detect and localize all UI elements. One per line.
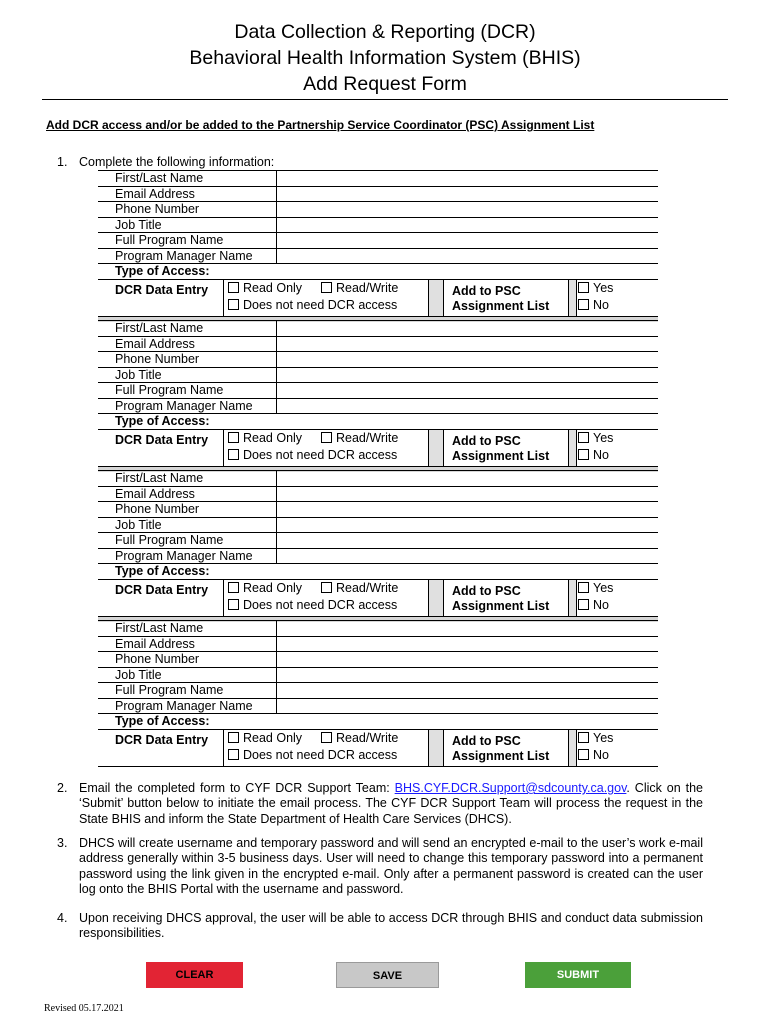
- psc-label-line-2: Assignment List: [452, 298, 550, 313]
- psc-no-option[interactable]: [578, 598, 609, 613]
- email-row: [98, 336, 658, 352]
- submit-button[interactable]: SUBMIT: [525, 962, 631, 988]
- access-type-row: [98, 413, 658, 429]
- psc-no-checkbox[interactable]: [578, 749, 589, 760]
- no-access-option[interactable]: [228, 748, 397, 763]
- name-field[interactable]: [276, 621, 658, 636]
- read-only-checkbox[interactable]: [228, 432, 239, 443]
- read-write-option[interactable]: [321, 431, 398, 446]
- title-divider: [42, 99, 728, 100]
- access-options: [223, 430, 429, 466]
- email-label: Email Address: [115, 186, 195, 201]
- access-options: [223, 580, 429, 616]
- manager-name-field[interactable]: [276, 549, 658, 564]
- psc-label-line-2: Assignment List: [452, 748, 550, 763]
- manager-name-label: Program Manager Name: [115, 548, 253, 563]
- no-access-checkbox[interactable]: [228, 299, 239, 310]
- access-row: [98, 429, 658, 467]
- form-subheading: Add DCR access and/or be added to the Partnership Service Coordinator (PSC) Assignment List: [46, 118, 595, 132]
- read-only-checkbox[interactable]: [228, 582, 239, 593]
- program-row: [98, 682, 658, 698]
- clear-button[interactable]: CLEAR: [146, 962, 243, 988]
- form-title-line-3: Add Request Form: [303, 73, 467, 95]
- step-1-number: 1.: [57, 155, 68, 169]
- read-write-label: Read/Write: [336, 580, 399, 595]
- job-title-label: Job Title: [115, 517, 162, 532]
- read-write-checkbox[interactable]: [321, 732, 332, 743]
- email-field[interactable]: [276, 337, 658, 352]
- name-label: First/Last Name: [115, 471, 204, 485]
- manager-name-label: Program Manager Name: [115, 248, 253, 263]
- program-name-field[interactable]: [276, 233, 658, 248]
- phone-label: Phone Number: [115, 502, 200, 516]
- no-access-checkbox[interactable]: [228, 749, 239, 760]
- phone-row: [98, 351, 658, 367]
- email-row: [98, 636, 658, 652]
- read-only-checkbox[interactable]: [228, 282, 239, 293]
- step-3-text: DHCS will create username and temporary password and will send an encrypted e-mail to the user’s work e-mail address generally within 3-5 business days. User will need to change this temporary password into a permanent password using the link given in the encrypted e-mail. Only after a permanent password is created can the user log onto the BHIS Portal with the username and password.: [79, 836, 703, 896]
- psc-yes-checkbox[interactable]: [578, 732, 589, 743]
- psc-options: [576, 280, 658, 316]
- program-name-field[interactable]: [276, 533, 658, 548]
- psc-no-label: No: [593, 597, 609, 612]
- no-access-label: Does not need DCR access: [243, 597, 398, 612]
- job-title-field[interactable]: [276, 368, 658, 383]
- read-only-checkbox[interactable]: [228, 732, 239, 743]
- access-type-label: Type of Access:: [115, 264, 210, 278]
- program-row: [98, 232, 658, 248]
- phone-row: [98, 651, 658, 667]
- manager-row: [98, 248, 658, 264]
- job-title-field[interactable]: [276, 518, 658, 533]
- column-separator: [428, 580, 444, 616]
- access-type-row: [98, 563, 658, 579]
- revision-date: Revised 05.17.2021: [44, 1003, 124, 1014]
- email-row: [98, 186, 658, 202]
- form-title-line-1: Data Collection & Reporting (DCR): [234, 21, 536, 43]
- phone-field[interactable]: [276, 352, 658, 367]
- read-only-option[interactable]: [228, 431, 302, 446]
- psc-label-line-1: Add to PSC: [452, 283, 521, 298]
- no-access-option[interactable]: [228, 448, 397, 463]
- job-row: [98, 667, 658, 683]
- program-name-label: Full Program Name: [115, 233, 224, 247]
- manager-row: [98, 398, 658, 414]
- job-title-field[interactable]: [276, 668, 658, 683]
- manager-name-field[interactable]: [276, 249, 658, 264]
- psc-label-line-1: Add to PSC: [452, 733, 521, 748]
- access-type-label: Type of Access:: [115, 714, 210, 728]
- manager-name-field[interactable]: [276, 699, 658, 714]
- psc-no-label: No: [593, 447, 609, 462]
- no-access-option[interactable]: [228, 298, 397, 313]
- access-options: [223, 280, 429, 316]
- read-write-checkbox[interactable]: [321, 432, 332, 443]
- psc-yes-label: Yes: [593, 280, 614, 295]
- name-field[interactable]: [276, 321, 658, 336]
- name-row: [98, 170, 658, 186]
- phone-label: Phone Number: [115, 652, 200, 666]
- psc-label-line-1: Add to PSC: [452, 433, 521, 448]
- dcr-data-entry-label: DCR Data Entry: [115, 432, 209, 447]
- psc-label: [443, 430, 568, 466]
- psc-yes-checkbox[interactable]: [578, 582, 589, 593]
- step-2-text: [79, 781, 703, 827]
- name-label: First/Last Name: [115, 621, 204, 635]
- email-label: Email Address: [115, 486, 195, 501]
- no-access-checkbox[interactable]: [228, 599, 239, 610]
- job-row: [98, 517, 658, 533]
- job-title-label: Job Title: [115, 667, 162, 682]
- read-only-option[interactable]: [228, 731, 302, 746]
- read-write-checkbox[interactable]: [321, 582, 332, 593]
- psc-no-label: No: [593, 297, 609, 312]
- step-4-number: 4.: [57, 911, 68, 925]
- psc-label-line-2: Assignment List: [452, 598, 550, 613]
- manager-name-label: Program Manager Name: [115, 398, 253, 413]
- psc-yes-checkbox[interactable]: [578, 432, 589, 443]
- support-email-link[interactable]: BHS.CYF.DCR.Support@sdcounty.ca.gov: [394, 781, 627, 795]
- phone-row: [98, 201, 658, 217]
- read-write-label: Read/Write: [336, 280, 399, 295]
- read-write-option[interactable]: [321, 731, 398, 746]
- psc-label: [443, 280, 568, 316]
- step-2-number: 2.: [57, 781, 68, 795]
- program-name-field[interactable]: [276, 383, 658, 398]
- program-name-label: Full Program Name: [115, 383, 224, 397]
- psc-yes-option[interactable]: [578, 281, 613, 296]
- read-only-label: Read Only: [243, 730, 303, 745]
- job-row: [98, 217, 658, 233]
- phone-field[interactable]: [276, 202, 658, 217]
- read-write-label: Read/Write: [336, 430, 399, 445]
- psc-options: [576, 430, 658, 466]
- phone-label: Phone Number: [115, 202, 200, 216]
- psc-label: [443, 580, 568, 616]
- name-label: First/Last Name: [115, 171, 204, 185]
- access-row: [98, 279, 658, 317]
- read-write-label: Read/Write: [336, 730, 399, 745]
- step-1: [57, 155, 274, 169]
- program-row: [98, 382, 658, 398]
- access-row: [98, 579, 658, 617]
- psc-yes-label: Yes: [593, 580, 614, 595]
- access-type-label: Type of Access:: [115, 564, 210, 578]
- dcr-data-entry-label: DCR Data Entry: [115, 582, 209, 597]
- manager-name-label: Program Manager Name: [115, 698, 253, 713]
- no-access-label: Does not need DCR access: [243, 747, 398, 762]
- psc-label-line-2: Assignment List: [452, 448, 550, 463]
- email-field[interactable]: [276, 637, 658, 652]
- job-title-label: Job Title: [115, 217, 162, 232]
- manager-row: [98, 698, 658, 714]
- psc-yes-label: Yes: [593, 730, 614, 745]
- psc-label-line-1: Add to PSC: [452, 583, 521, 598]
- name-label: First/Last Name: [115, 321, 204, 335]
- program-name-field[interactable]: [276, 683, 658, 698]
- psc-yes-option[interactable]: [578, 581, 613, 596]
- access-row: [98, 729, 658, 767]
- read-write-checkbox[interactable]: [321, 282, 332, 293]
- phone-field[interactable]: [276, 502, 658, 517]
- psc-no-checkbox[interactable]: [578, 599, 589, 610]
- psc-no-checkbox[interactable]: [578, 449, 589, 460]
- name-row: [98, 620, 658, 636]
- psc-label: [443, 730, 568, 766]
- email-field[interactable]: [276, 487, 658, 502]
- psc-no-option[interactable]: [578, 448, 609, 463]
- psc-yes-option[interactable]: [578, 431, 613, 446]
- psc-no-label: No: [593, 747, 609, 762]
- program-row: [98, 532, 658, 548]
- save-button[interactable]: SAVE: [336, 962, 439, 988]
- job-title-label: Job Title: [115, 367, 162, 382]
- program-name-label: Full Program Name: [115, 533, 224, 547]
- no-access-label: Does not need DCR access: [243, 297, 398, 312]
- dcr-data-entry-label: DCR Data Entry: [115, 732, 209, 747]
- step-1-text: Complete the following information:: [79, 155, 275, 169]
- email-label: Email Address: [115, 336, 195, 351]
- column-separator: [428, 430, 444, 466]
- psc-yes-checkbox[interactable]: [578, 282, 589, 293]
- psc-no-checkbox[interactable]: [578, 299, 589, 310]
- manager-row: [98, 548, 658, 564]
- name-field[interactable]: [276, 171, 658, 186]
- psc-options: [576, 580, 658, 616]
- phone-row: [98, 501, 658, 517]
- read-only-label: Read Only: [243, 280, 303, 295]
- name-row: [98, 320, 658, 336]
- read-write-option[interactable]: [321, 581, 398, 596]
- phone-field[interactable]: [276, 652, 658, 667]
- read-only-option[interactable]: [228, 581, 302, 596]
- no-access-option[interactable]: [228, 598, 397, 613]
- read-only-label: Read Only: [243, 580, 303, 595]
- column-separator: [428, 730, 444, 766]
- column-separator: [428, 280, 444, 316]
- psc-yes-label: Yes: [593, 430, 614, 445]
- phone-label: Phone Number: [115, 352, 200, 366]
- program-name-label: Full Program Name: [115, 683, 224, 697]
- psc-options: [576, 730, 658, 766]
- manager-name-field[interactable]: [276, 399, 658, 414]
- email-field[interactable]: [276, 187, 658, 202]
- step-2-text-start: Email the completed form to CYF DCR Support Team:: [79, 781, 395, 795]
- no-access-label: Does not need DCR access: [243, 447, 398, 462]
- no-access-checkbox[interactable]: [228, 449, 239, 460]
- name-field[interactable]: [276, 471, 658, 486]
- psc-no-option[interactable]: [578, 748, 609, 763]
- read-only-label: Read Only: [243, 430, 303, 445]
- step-2-text-end: . Click on the ‘Submit’ button below to initiate the email process. The CYF DCR Support Team will process the request in the State BHIS and inform the State Department of Health Care Services (DHCS).: [79, 781, 703, 826]
- access-type-row: [98, 713, 658, 729]
- job-title-field[interactable]: [276, 218, 658, 233]
- email-row: [98, 486, 658, 502]
- step-4-text: Upon receiving DHCS approval, the user will be able to access DCR through BHIS and conduct data submission responsibilities.: [79, 911, 703, 941]
- email-label: Email Address: [115, 636, 195, 651]
- read-write-option[interactable]: [321, 281, 398, 296]
- psc-yes-option[interactable]: [578, 731, 613, 746]
- name-row: [98, 470, 658, 486]
- form-title-line-2: Behavioral Health Information System (BHIS): [189, 47, 581, 69]
- step-3-number: 3.: [57, 836, 68, 850]
- job-row: [98, 367, 658, 383]
- access-options: [223, 730, 429, 766]
- dcr-data-entry-label: DCR Data Entry: [115, 282, 209, 297]
- read-only-option[interactable]: [228, 281, 302, 296]
- access-type-row: [98, 263, 658, 279]
- access-type-label: Type of Access:: [115, 414, 210, 428]
- psc-no-option[interactable]: [578, 298, 609, 313]
